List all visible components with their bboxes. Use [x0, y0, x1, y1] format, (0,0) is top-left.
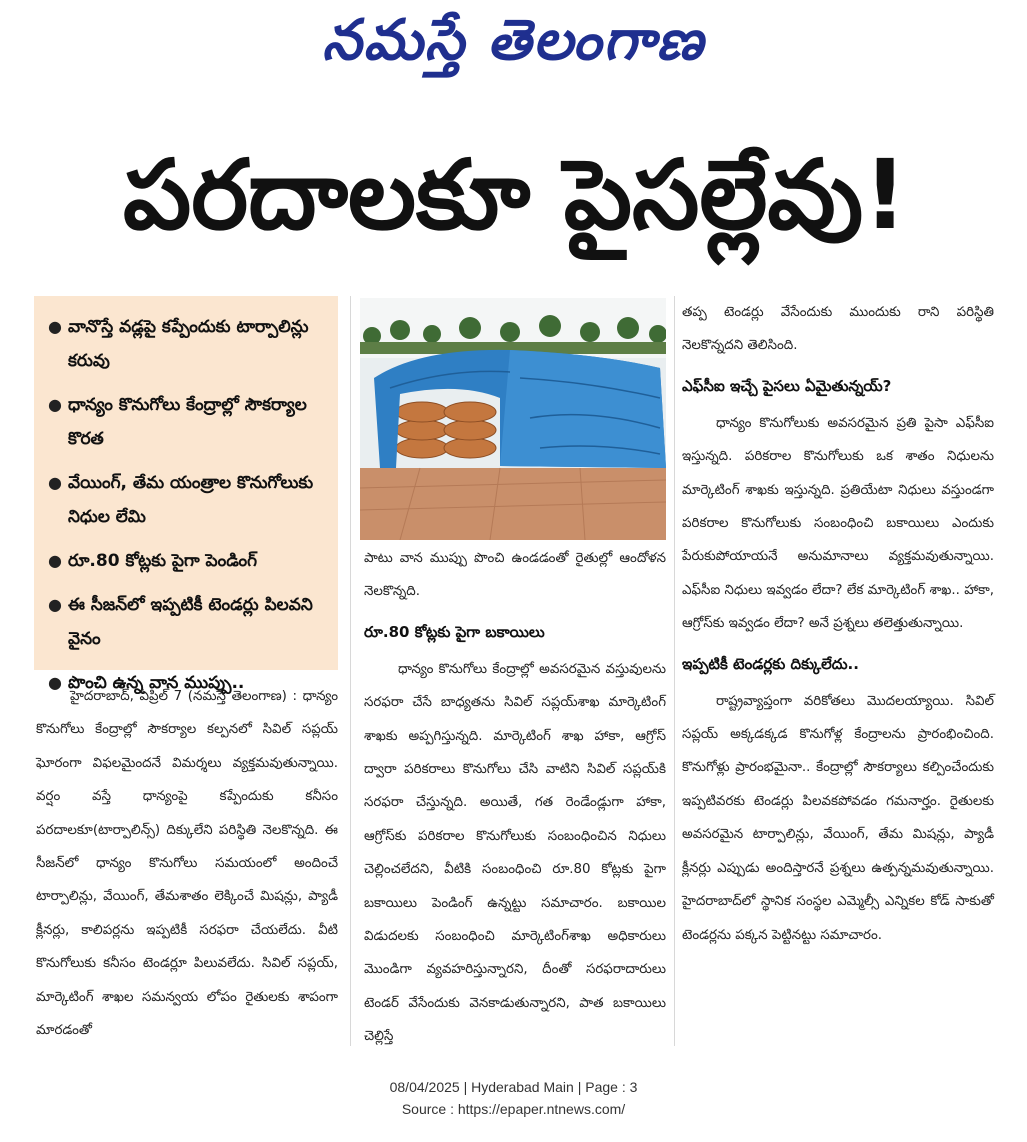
article-column-3: [682, 296, 994, 952]
highlight-item: ● ధాన్యం కొనుగోలు కేంద్రాల్లో సౌకర్యాల కొరత: [48, 388, 328, 456]
article-paragraph: తప్ప టెండర్లు వేసేందుకు ముందుకు రాని పరిస్థితి నెలకొన్నదని తెలిసింది.: [682, 305, 994, 354]
highlights-box: [34, 296, 338, 693]
bullet-icon: ●: [48, 395, 62, 414]
article-paragraph: పాటు వాన ముప్పు పొంచి ఉండడంతో రైతుల్లో ఆందోళన నెలకొన్నది.: [364, 551, 666, 600]
highlight-item: ● ఈ సీజన్‌లో ఇప్పటికీ టెండర్లు పిలవని వైనం: [48, 588, 328, 656]
bullet-icon: ●: [48, 595, 62, 614]
article-lead-paragraph: హైదరాబాద్, ఏప్రిల్ 7 (నమస్తే తెలంగాణ) : ధాన్యం కొనుగోలు కేంద్రాల్లో సౌకర్యాల కల్పనలో సివిల్ సప్లయ్ ఘోరంగా విఫలమైందనే విమర్శలు వ్యక్తమవుతున్నాయి. వర్షం వస్తే ధాన్యంపై కప్పేందుకు కనీసం పరదాలకూ(టార్పాలిన్స్) దిక్కులేని పరిస్థితి నెలకొన్నది. ఈ సీజన్‌లో ధాన్యం కొనుగోలు సమయంలో అందించే టార్పాలిన్లు, వేయింగ్, తేమశాతం లెక్కించే మిషన్లు, ప్యాడీ క్లీనర్లు, కాలిపర్లను ఇప్పటికీ సరఫరా చేయలేదు. వీటి కొనుగోలుకు కనీసం టెండర్లూ పిలువలేదు. సివిల్ సప్లయ్, మార్కెటింగ్ శాఖల సమన్వయ లోపం రైతులకు శాపంగా మారడంతో: [36, 689, 338, 1039]
bullet-icon: ●: [48, 673, 62, 692]
bullet-icon: ●: [48, 317, 62, 336]
bullet-icon: ●: [48, 551, 62, 570]
subheading: ఎఫ్‌సీఐ ఇచ్చే పైసలు ఏమైతున్నయ్?: [682, 376, 892, 395]
article-paragraph: ధాన్యం కొనుగోలుకు అవసరమైన ప్రతి పైసా ఎఫ్‌సీఐ ఇస్తున్నది. పరికరాల కొనుగోలుకు ఒక శాతం నిధులను మార్కెటింగ్ శాఖకు ఇస్తున్నది. ప్రతియేటా నిధులు వస్తుండగా పరికరాల కొనుగోలుకు సంబంధించి బకాయిలు ఎందుకు పేరుకుపోయాయనే అనుమానాలు వ్యక్తమవుతున్నాయి. ఎఫ్‌సీఐ నిధులు ఇవ్వడం లేదా? లేక మార్కెటింగ్ శాఖ.. హాకా, ఆగ్రోస్‌కు ఇవ్వడం లేదా? అనే ప్రశ్నలు తలెత్తుతున్నాయి.: [682, 415, 994, 632]
article-paragraph: ధాన్యం కొనుగోలు కేంద్రాల్లో అవసరమైన వస్తువులను సరఫరా చేసే బాధ్యతను సివిల్ సప్లయ్‌శాఖ మార్కెటింగ్ శాఖకు అప్పగిస్తున్నది. మార్కెటింగ్ శాఖ హాకా, ఆగ్రోస్ ద్వారా పరికరాలు కొనుగోలు చేసి వాటిని సివిల్ సప్లయ్‌కి సరఫరా చేస్తున్నది. అయితే, గత రెండేండ్లుగా హాకా, ఆగ్రోస్‌కు పరికరాల కొనుగోలుకు సంబంధించిన నిధులు చెల్లించలేదని, వీటికి సంబంధించి రూ.80 కోట్లకు పైగా బకాయిలు పెండింగ్ ఉన్నట్టు సమాచారం. బకాయిల విడుదలకు సంబంధించి మార్కెటింగ్‌శాఖ అధికారులు మొండిగా వ్యవహరిస్తున్నారని, దీంతో సరఫరాదారులు టెండర్ వేసేందుకు వెనకాడుతున్నారని, పాత బకాయిలు చెల్లిస్తే: [364, 661, 666, 1045]
highlight-item: ● వేయింగ్, తేమ యంత్రాల కొనుగోలుకు నిధుల లేమి: [48, 466, 328, 534]
column-divider: [674, 296, 675, 1046]
footer: [0, 1076, 1027, 1120]
subheading: ఇప్పటికీ టెండర్లకు దిక్కులేదు..: [682, 654, 859, 673]
article-column-1: [36, 680, 338, 1047]
highlight-item: ● రూ.80 కోట్లకు పైగా పెండింగ్: [48, 544, 328, 578]
article-column-2: [364, 542, 666, 1054]
footer-date-edition: 08/04/2025 | Hyderabad Main | Page : 3: [389, 1079, 638, 1095]
bullet-icon: ●: [48, 473, 62, 492]
headline: పరదాలకూ పైసల్లేవు!: [122, 139, 908, 251]
tarp-covered-grain-photo: [360, 298, 666, 540]
highlight-item: ● వానొస్తే వడ్లపై కప్పేందుకు టార్పాలిన్లు కరువు: [48, 310, 328, 378]
highlight-item: ● పొంచి ఉన్న వాన ముప్పు..: [48, 666, 328, 700]
masthead-logo: నమస్తే తెలంగాణ: [322, 8, 705, 73]
article-paragraph: రాష్ట్రవ్యాప్తంగా వరికోతలు మొదలయ్యాయి. సివిల్ సప్లయ్ అక్కడక్కడ కొనుగోళ్ల కేంద్రాలను ప్రారంభించింది. కొనుగోళ్లు ప్రారంభమైనా.. కేంద్రాల్లో సౌకర్యాలు కల్పించేందుకు ఇప్పటివరకు టెండర్లు పిలవకపోవడం గమనార్హం. రైతులకు అవసరమైన టార్పాలిన్లు, వేయింగ్, తేమ మిషన్లు, ప్యాడీ క్లీనర్లు ఎప్పుడు అందిస్తారనే ప్రశ్నలు ఉత్పన్నమవుతున్నాయి. హైదరాబాద్‌లో స్థానిక సంస్థల ఎమ్మెల్సీ ఎన్నికల కోడ్ సాకుతో టెండర్లను పక్కన పెట్టినట్టు సమాచారం.: [682, 693, 994, 943]
column-divider: [350, 296, 351, 1046]
subheading: రూ.80 కోట్లకు పైగా బకాయిలు: [364, 622, 545, 641]
footer-source: Source : https://epaper.ntnews.com/: [401, 1101, 626, 1117]
